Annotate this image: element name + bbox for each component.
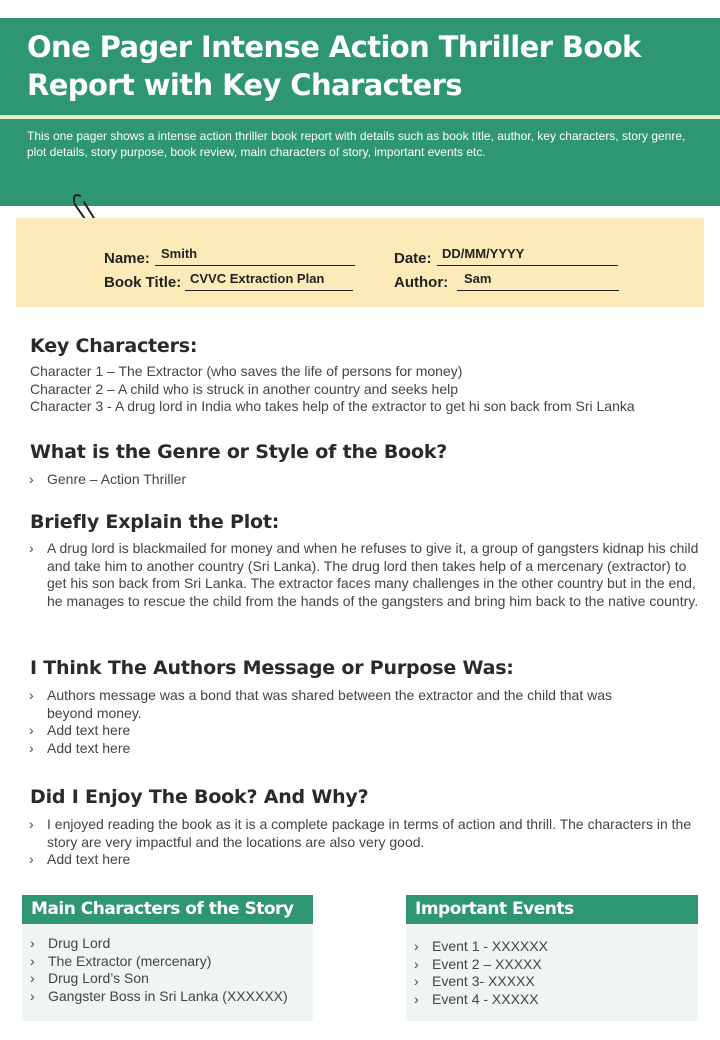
important-events-list [414,938,694,1008]
key-characters-heading: Key Characters: [30,335,198,357]
author-label: Author: [394,274,449,291]
book-info-panel [16,218,704,307]
key-characters-list [30,363,710,416]
list-item: › Add text here [29,722,654,740]
list-item: › I enjoyed reading the book as it is a complete package in terms of action and thrill. The characters in the story are very impactful and the locations are also very good. [29,816,699,851]
main-characters-list [30,935,310,1005]
list-item: Character 1 – The Extractor (who saves the life of persons for money) [30,363,463,379]
list-item: › Drug Lord’s Son [30,970,310,988]
genre-heading: What is the Genre or Style of the Book? [30,441,448,463]
plot-heading: Briefly Explain the Plot: [30,511,280,533]
list-item: › Event 1 - XXXXXX [414,938,694,956]
genre-list [29,471,709,489]
list-item: › Event 2 – XXXXX [414,956,694,974]
list-item: Character 3 - A drug lord in India who takes help of the extractor to get hi son back from Sri Lanka [30,398,635,414]
page-title: One Pager Intense Action Thriller Book Report with Key Characters [27,30,641,102]
list-item: › Gangster Boss in Sri Lanka (XXXXXX) [30,988,310,1006]
main-characters-box [22,895,313,1021]
name-field[interactable] [155,246,355,266]
page-description: This one pager shows a intense action thriller book report with details such as book title, author, key characters, story genre, plot details, story purpose, book review, main characters of story, important events etc. [27,129,686,159]
book-title-label: Book Title: [104,274,182,291]
plot-list [29,540,708,610]
book-title-field[interactable] [185,271,353,291]
name-label: Name: [104,250,150,267]
list-item: › A drug lord is blackmailed for money and when he refuses to give it, a group of gangsters kidnap his child and take him to another country (Sri Lanka). The drug lord then takes help of a mercenary (extractor) to get his son back from Sri Lanka. The extractor faces many challenges in the other country but in the end, he manages to rescue the child from the hands of the gangsters and bring him back to the native country. [29,540,708,610]
date-value: DD/MM/YYYY [442,246,525,261]
enjoy-list [29,816,699,869]
author-value: Sam [464,271,492,286]
list-item: › Genre – Action Thriller [29,471,709,489]
book-title-value: CVVC Extraction Plan [190,271,325,286]
list-item: › Event 3- XXXXX [414,973,694,991]
list-item: › Add text here [29,740,654,758]
date-field[interactable] [437,246,618,266]
important-events-heading: Important Events [406,895,698,924]
purpose-heading: I Think The Authors Message or Purpose Was: [30,657,514,679]
list-item: › The Extractor (mercenary) [30,953,310,971]
list-item: › Drug Lord [30,935,310,953]
main-characters-heading: Main Characters of the Story [22,895,313,924]
enjoy-heading: Did I Enjoy The Book? And Why? [30,786,369,808]
list-item: Character 2 – A child who is struck in another country and seeks help [30,380,459,397]
list-item: › Add text here [29,851,699,869]
important-events-box [406,895,698,1021]
purpose-list [29,687,654,757]
name-value: Smith [161,246,198,261]
list-item: › Authors message was a bond that was shared between the extractor and the child that was beyond money. [29,687,654,722]
author-field[interactable] [457,271,619,291]
date-label: Date: [394,250,432,267]
list-item: › Event 4 - XXXXX [414,991,694,1009]
